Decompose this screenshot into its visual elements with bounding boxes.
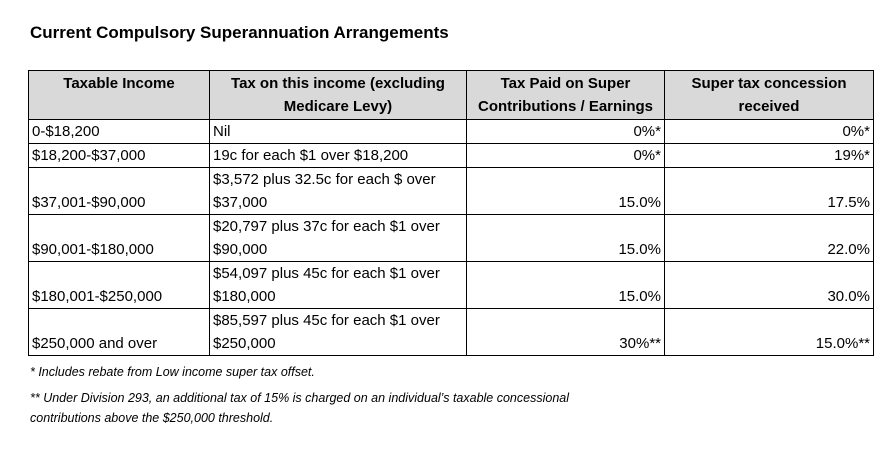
income-tax-line2: $37,000 — [213, 194, 268, 211]
header-tax-on-income: Tax on this income (excluding Medicare Levy) — [210, 71, 467, 120]
income-tax-cell — [210, 309, 467, 356]
income-tax-line1: $3,572 plus 32.5c for each $ over — [213, 171, 436, 188]
income-bracket-cell: $37,001-$90,000 — [29, 168, 210, 215]
super-tax-cell: 15.0% — [467, 168, 665, 215]
income-tax-cell — [210, 215, 467, 262]
income-tax-line1: $54,097 plus 45c for each $1 over — [213, 265, 440, 282]
income-tax-cell — [210, 168, 467, 215]
superannuation-table — [28, 70, 874, 356]
income-tax-line2: $250,000 — [213, 335, 276, 352]
table-row — [29, 168, 874, 215]
super-tax-cell: 30%** — [467, 309, 665, 356]
income-tax-cell — [210, 262, 467, 309]
income-tax-line2: $90,000 — [213, 241, 268, 258]
concession-cell: 30.0% — [665, 262, 874, 309]
table-row — [29, 309, 874, 356]
super-tax-cell: 0%* — [467, 120, 665, 144]
table-row — [29, 262, 874, 309]
income-bracket-cell: $18,200-$37,000 — [29, 144, 210, 168]
concession-cell: 19%* — [665, 144, 874, 168]
income-tax-line1: $20,797 plus 37c for each $1 over — [213, 218, 440, 235]
header-super-tax-concession: Super tax concession received — [665, 71, 874, 120]
income-tax-line1: $85,597 plus 45c for each $1 over — [213, 312, 440, 329]
income-bracket-cell: $180,001-$250,000 — [29, 262, 210, 309]
concession-cell: 15.0%** — [665, 309, 874, 356]
super-tax-cell: 15.0% — [467, 262, 665, 309]
income-tax-line2: $180,000 — [213, 288, 276, 305]
header-taxable-income: Taxable Income — [29, 71, 210, 120]
income-bracket-cell: 0-$18,200 — [29, 120, 210, 144]
concession-cell: 17.5% — [665, 168, 874, 215]
concession-cell: 0%* — [665, 120, 874, 144]
income-tax-cell — [210, 120, 467, 144]
concession-cell: 22.0% — [665, 215, 874, 262]
income-bracket-cell: $90,001-$180,000 — [29, 215, 210, 262]
super-tax-cell: 15.0% — [467, 215, 665, 262]
footnote-rebate: * Includes rebate from Low income super tax offset. — [30, 365, 315, 379]
table-row — [29, 144, 874, 168]
table-row — [29, 215, 874, 262]
footnotes — [30, 362, 630, 428]
footnote-division-293: ** Under Division 293, an additional tax of 15% is charged on an individual’s taxable concessional contributions above the $250,000 threshold. — [30, 391, 569, 425]
super-tax-cell: 0%* — [467, 144, 665, 168]
header-tax-paid-on-super: Tax Paid on Super Contributions / Earnings — [467, 71, 665, 120]
page-title: Current Compulsory Superannuation Arrangements — [30, 23, 449, 42]
table-header-row — [29, 71, 874, 120]
income-tax-cell — [210, 144, 467, 168]
income-tax-text: 19c for each $1 over $18,200 — [213, 147, 409, 164]
income-bracket-cell: $250,000 and over — [29, 309, 210, 356]
table-row — [29, 120, 874, 144]
income-tax-text: Nil — [213, 123, 231, 140]
